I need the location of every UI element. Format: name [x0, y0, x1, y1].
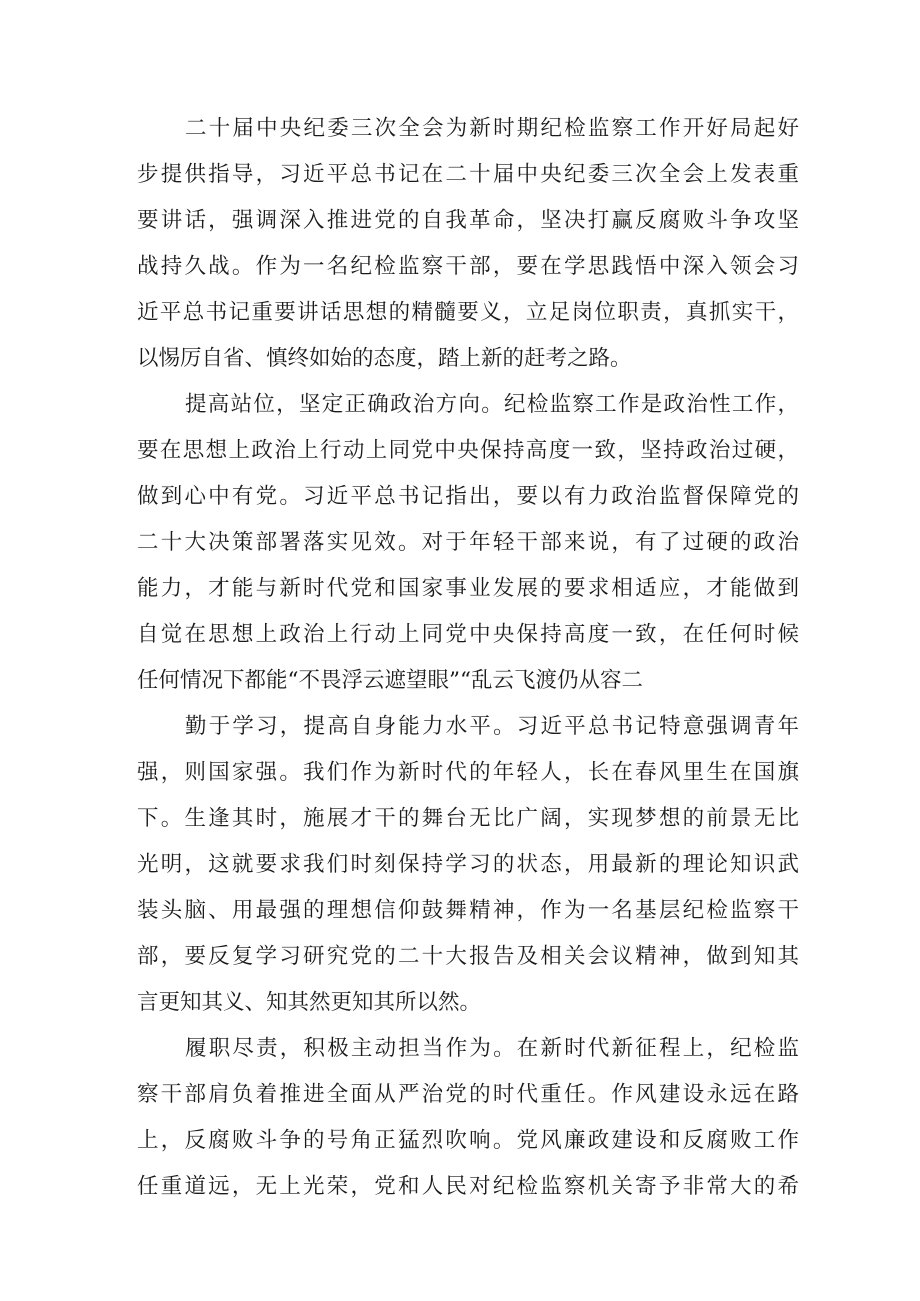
paragraph-study	[137, 704, 799, 1026]
text-line: 部，要反复学习研究党的二十大报告及相关会议精神，做到知其	[137, 944, 799, 969]
text-line: 言更知其义、知其然更知其所以然。	[137, 990, 482, 1015]
text-line: 任何情况下都能“不畏浮云遮望眼”“乱云飞渡仍从容二	[137, 668, 643, 693]
document-body	[137, 106, 799, 1210]
text-line: 察干部肩负着推进全面从严治党的时代重任。作风建设永远在路	[137, 1082, 799, 1107]
paragraph-political-direction	[137, 382, 799, 704]
text-line: 做到心中有党。习近平总书记指出，要以有力政治监督保障党的	[137, 484, 799, 509]
text-line: 二十届中央纪委三次全会为新时期纪检监察工作开好局起好	[185, 116, 799, 141]
text-line: 战持久战。作为一名纪检监察干部，要在学思践悟中深入领会习	[137, 254, 799, 279]
text-line: 下。生逢其时，施展才干的舞台无比广阔，实现梦想的前景无比	[137, 806, 799, 831]
text-line: 能力，才能与新时代党和国家事业发展的要求相适应，才能做到	[137, 576, 799, 601]
text-line: 强，则国家强。我们作为新时代的年轻人，长在春风里生在国旗	[137, 760, 799, 785]
text-line: 二十大决策部署落实见效。对于年轻干部来说，有了过硬的政治	[137, 530, 799, 555]
text-line: 装头脑、用最强的理想信仰鼓舞精神，作为一名基层纪检监察干	[137, 898, 799, 923]
text-line: 光明，这就要求我们时刻保持学习的状态，用最新的理论知识武	[137, 852, 799, 877]
paragraph-duty	[137, 1026, 799, 1210]
text-line: 上，反腐败斗争的号角正猛烈吹响。党风廉政建设和反腐败工作	[137, 1128, 799, 1153]
text-line: 近平总书记重要讲话思想的精髓要义，立足岗位职责，真抓实干，	[137, 300, 799, 325]
text-line: 提高站位，坚定正确政治方向。纪检监察工作是政治性工作，	[185, 392, 799, 417]
text-line: 履职尽责，积极主动担当作为。在新时代新征程上，纪检监	[185, 1036, 799, 1061]
text-line: 步提供指导，习近平总书记在二十届中央纪委三次全会上发表重	[137, 162, 799, 187]
text-line: 自觉在思想上政治上行动上同党中央保持高度一致，在任何时候	[137, 622, 799, 647]
text-line: 勤于学习，提高自身能力水平。习近平总书记特意强调青年	[185, 714, 799, 739]
text-line: 要讲话，强调深入推进党的自我革命，坚决打赢反腐败斗争攻坚	[137, 208, 799, 233]
text-line: 任重道远，无上光荣，党和人民对纪检监察机关寄予非常大的希	[137, 1174, 799, 1199]
text-line: 要在思想上政治上行动上同党中央保持高度一致，坚持政治过硬，	[137, 438, 799, 463]
paragraph-intro	[137, 106, 799, 382]
text-line: 以惕厉自省、慎终如始的态度，踏上新的赶考之路。	[137, 346, 632, 371]
